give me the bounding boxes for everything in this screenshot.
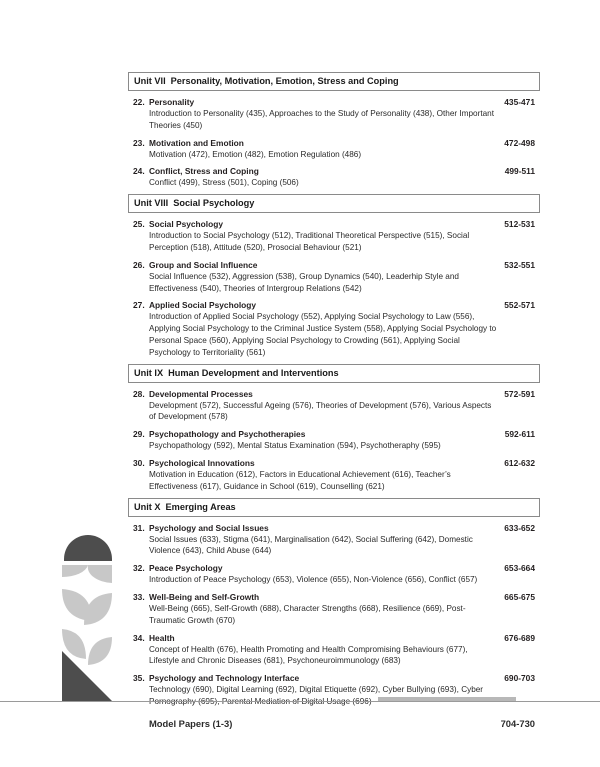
chapter-heading (128, 428, 540, 440)
chapter-topics: Introduction of Peace Psychology (653), Violence (655), Non-Violence (656), Conflict (657) (149, 575, 478, 585)
chapter-pages: 665-675 (504, 591, 535, 602)
chapter-title: Health (149, 632, 175, 643)
chapter-heading (128, 457, 540, 469)
chapter-number: 22. (133, 97, 145, 107)
chapter-title: Personality (149, 97, 195, 107)
chapter-entry[interactable] (128, 522, 540, 558)
unit-title: Personality, Motivation, Emotion, Stress and Coping (170, 76, 399, 86)
chapter-number: 30. (133, 457, 145, 468)
deco-light-leaf-4 (84, 593, 112, 625)
chapter-pages: 532-551 (504, 259, 535, 270)
model-papers-label: Model Papers (1-3) (149, 717, 233, 729)
chapter-entry[interactable] (128, 562, 540, 586)
chapter-entry[interactable] (128, 299, 540, 358)
chapter-heading (128, 299, 540, 311)
chapter-number: 28. (133, 388, 145, 399)
deco-light-leaf-5 (62, 629, 86, 659)
deco-light-2 (88, 565, 112, 583)
chapter-heading (128, 259, 540, 271)
chapter-number: 25. (133, 219, 145, 230)
chapter-entry[interactable] (128, 428, 540, 452)
chapter-heading (128, 632, 540, 644)
chapter-heading (128, 218, 540, 230)
chapter-title: Psychological Innovations (149, 457, 255, 468)
chapter-topics: Introduction to Personality (435), Approaches to the Study of Personality (438), Other Important Theories (450) (149, 109, 494, 130)
chapter-topics: Motivation (472), Emotion (482), Emotion Regulation (486) (149, 149, 362, 159)
decorative-leaf-ornament (58, 533, 114, 703)
chapter-heading (128, 137, 540, 149)
table-of-contents (128, 72, 540, 732)
chapter-entry[interactable] (128, 388, 540, 424)
chapter-entry[interactable] (128, 672, 540, 708)
chapter-title: Group and Social Influence (149, 259, 258, 270)
chapter-number: 23. (133, 137, 145, 148)
unit-header (128, 194, 540, 213)
chapter-heading (128, 591, 540, 603)
chapter-pages: 499-511 (504, 166, 535, 177)
unit-title: Human Development and Interventions (168, 367, 339, 378)
unit-number: Unit IX (134, 367, 164, 378)
chapter-entry[interactable] (128, 457, 540, 493)
chapter-number: 31. (133, 522, 145, 533)
chapter-topics: Social Issues (633), Stigma (641), Marginalisation (642), Social Suffering (642), Domestic Violence (643), Child Abuse (644) (149, 534, 473, 556)
unit-title: Emerging Areas (165, 501, 236, 512)
chapter-topics: Motivation in Education (612), Factors in Educational Achievement (616), Teacher’s Effectiveness (617), Guidance in School (619), Counselling (621) (149, 469, 451, 491)
unit-number: Unit VIII (134, 198, 169, 209)
chapter-topics: Psychopathology (592), Mental Status Examination (594), Psychotheraphy (595) (149, 441, 441, 451)
chapter-pages: 512-531 (504, 219, 535, 230)
deco-light-leaf-6 (88, 637, 112, 665)
chapter-topics: Concept of Health (676), Health Promoting and Health Compromising Behaviours (677), Lifestyle and Chronic Diseases (681), Psychoneuroimmunology (683) (149, 644, 468, 666)
chapter-number: 24. (133, 166, 145, 177)
chapter-heading (128, 522, 540, 534)
chapter-title: Applied Social Psychology (149, 300, 257, 311)
unit-title: Social Psychology (173, 198, 255, 209)
chapter-title: Psychology and Social Issues (149, 522, 269, 533)
chapter-title: Motivation and Emotion (149, 137, 244, 148)
chapter-pages: 552-571 (504, 300, 535, 311)
chapter-topics: Conflict (499), Stress (501), Coping (506) (149, 178, 299, 188)
chapter-entry[interactable] (128, 632, 540, 668)
chapter-title: Psychology and Technology Interface (149, 673, 300, 684)
chapter-heading (128, 388, 540, 400)
chapter-pages: 676-689 (504, 632, 535, 643)
chapter-pages: 592-611 (504, 429, 535, 440)
chapter-topics: Introduction of Applied Social Psychology (552), Applying Social Psychology to Law (556), Applying Social Psychology to the Criminal Justice System (558), Applying Social Psychology to Personal Space (560), Applying Social Psychology to Crowding (561), Applying Social Psychology to Territoriality (561) (149, 312, 497, 357)
deco-light-1 (62, 565, 88, 577)
unit-number: Unit VII (134, 76, 166, 86)
chapter-number: 35. (133, 673, 145, 684)
chapter-title: Developmental Processes (149, 388, 253, 399)
page-bottom-tab (378, 697, 516, 701)
unit-number: Unit X (134, 501, 161, 512)
chapter-entry[interactable] (128, 137, 540, 161)
chapter-number: 29. (133, 429, 145, 440)
chapter-topics: Technology (690), Digital Learning (692), Digital Etiquette (692), Cyber Bullying (693), Cyber (149, 685, 484, 695)
model-papers-entry[interactable] (128, 718, 540, 732)
chapter-pages: 435-471 (504, 97, 535, 107)
chapter-heading (128, 562, 540, 574)
unit-header (128, 364, 540, 383)
chapter-topics: Development (572), Successful Ageing (576), Theories of Development (576), Various Aspects of Development (578) (149, 400, 492, 422)
chapter-number: 33. (133, 591, 145, 602)
chapter-number: 26. (133, 259, 145, 270)
chapter-number: 34. (133, 632, 145, 643)
chapter-pages: 572-591 (504, 388, 535, 399)
chapter-pages: 612-632 (504, 457, 535, 468)
chapter-title: Psychopathology and Psychotherapies (149, 429, 306, 440)
chapter-title: Social Psychology (149, 219, 224, 230)
chapter-pages: 653-664 (504, 563, 535, 574)
chapter-title: Conflict, Stress and Coping (149, 166, 259, 177)
chapter-number: 32. (133, 563, 145, 574)
chapter-heading (128, 165, 540, 177)
unit-header (128, 498, 540, 517)
chapter-pages: 633-652 (504, 522, 535, 533)
chapter-topics: Introduction to Social Psychology (512), Traditional Theoretical Perspective (515), Social Perception (518), Attitude (520), Prosocial Behaviour (521) (149, 231, 470, 252)
chapter-heading (128, 96, 540, 108)
chapter-heading (128, 672, 540, 684)
deco-dark-top (64, 535, 112, 561)
chapter-entry[interactable] (128, 218, 540, 254)
chapter-topics: Social Influence (532), Aggression (538), Group Dynamics (540), Leaderhip Style and Effectiveness (540), Theories of Intergroup Relations (542) (149, 271, 459, 293)
chapter-pages: 472-498 (504, 137, 535, 148)
chapter-entry[interactable] (128, 165, 540, 189)
chapter-pages: 690-703 (504, 673, 535, 684)
chapter-entry[interactable] (128, 591, 540, 627)
chapter-entry[interactable] (128, 259, 540, 295)
unit-header (128, 72, 540, 91)
chapter-title: Peace Psychology (149, 563, 223, 574)
chapter-title: Well-Being and Self-Growth (149, 591, 260, 602)
chapter-entry[interactable] (128, 96, 540, 132)
chapter-topics: Well-Being (665), Self-Growth (688), Character Strengths (668), Resilience (669), Post-Traumatic Growth (670) (149, 603, 466, 625)
model-papers-pages: 704-730 (500, 717, 535, 729)
chapter-number: 27. (133, 300, 145, 311)
